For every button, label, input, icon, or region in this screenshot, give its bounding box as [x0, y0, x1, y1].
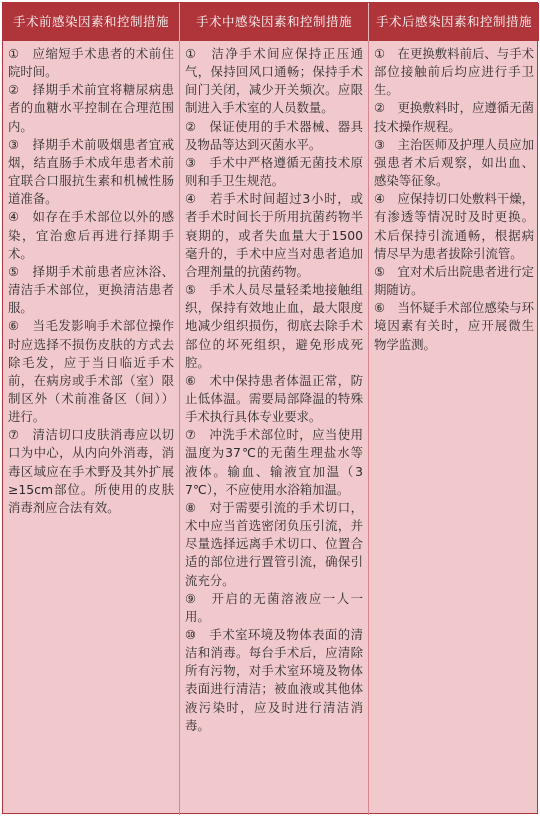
column-postoperative [368, 41, 539, 815]
list-item: ⑦ 清洁切口皮肤消毒应以切口为中心，从内向外消毒，消毒区域应在手术野及其外扩展≥15cm部位。所使用的皮肤消毒剂应合法有效。 [8, 427, 174, 515]
list-item: ⑤ 择期手术前患者应沐浴、清洁手术部位，更换清洁患者服。 [8, 263, 174, 316]
list-item: ⑥ 当毛发影响手术部位操作时应选择不损伤皮肤的方式去除毛发，应于当日临近手术前，在病房或手术部（室）限制区外（术前准备区（间））进行。 [8, 318, 174, 425]
list-item: ② 保证使用的手术器械、器具及物品等达到灭菌水平。 [185, 118, 363, 152]
list-item: ④ 如存在手术部位以外的感染，宜治愈后再进行择期手术。 [8, 209, 174, 261]
column-preoperative [3, 41, 179, 815]
infection-control-table [2, 2, 538, 814]
header-intraoperative: 手术中感染因素和控制措施 [179, 3, 368, 41]
list-item: ② 择期手术前宜将糖尿病患者的血糖水平控制在合理范围内。 [8, 82, 174, 134]
header-postoperative: 手术后感染因素和控制措施 [368, 3, 539, 41]
list-item: ③ 手术中严格遵循无菌技术原则和手卫生规范。 [185, 154, 363, 189]
list-item: ④ 应保持切口处敷料干燥，有渗透等情况时及时更换。术后保持引流通畅，根据病情尽早为患者拔除引流管。 [374, 191, 534, 261]
header-preoperative: 手术前感染因素和控制措施 [3, 3, 179, 41]
list-item: ⑥ 术中保持患者体温正常，防止低体温。需要局部降温的特殊手术执行具体专业要求。 [185, 372, 363, 425]
list-item: ⑨ 开启的无菌溶液应一人一用。 [185, 590, 363, 624]
list-item: ④ 若手术时间超过3小时，或者手术时间长于所用抗菌药物半衰期的，或者失血量大于1500毫升的，手术中应当对患者追加合理剂量的抗菌药物。 [185, 191, 363, 279]
list-item: ⑤ 宜对术后出院患者进行定期随访。 [374, 263, 534, 298]
list-item: ③ 主治医师及护理人员应加强患者术后观察，如出血、感染等征象。 [374, 136, 534, 189]
list-item: ② 更换敷料时，应遵循无菌技术操作规程。 [374, 100, 534, 134]
list-item: ① 在更换敷料前后、与手术部位接触前后均应进行手卫生。 [374, 46, 534, 98]
list-item: ① 应缩短手术患者的术前住院时间。 [8, 46, 174, 80]
list-item: ① 洁净手术间应保持正压通气，保持回风口通畅；保持手术间门关闭，减少开关频次。应限制进入手术室的人员数量。 [185, 46, 363, 116]
list-item: ③ 择期手术前吸烟患者宜戒烟，结直肠手术成年患者术前宜联合口服抗生素和机械性肠道准备。 [8, 136, 174, 207]
column-intraoperative [179, 41, 368, 815]
list-item: ⑩ 手术室环境及物体表面的清洁和消毒。每台手术后，应清除所有污物，对手术室环境及物体表面进行清洁；被血液或其他体液污染时，应及时进行清洁消毒。 [185, 627, 363, 733]
list-item: ⑦ 冲洗手术部位时，应当使用温度为37℃的无菌生理盐水等液体。输血、输液宜加温（37℃），不应使用水浴箱加温。 [185, 427, 363, 497]
list-item: ⑧ 对于需要引流的手术切口，术中应当首选密闭负压引流，并尽量选择远离手术切口、位置合适的部位进行置管引流，确保引流充分。 [185, 499, 363, 588]
list-item: ⑥ 当怀疑手术部位感染与环境因素有关时，应开展微生物学监测。 [374, 300, 534, 352]
list-item: ⑤ 手术人员尽量轻柔地接触组织，保持有效地止血，最大限度地减少组织损伤，彻底去除手术部位的坏死组织，避免形成死腔。 [185, 282, 363, 370]
